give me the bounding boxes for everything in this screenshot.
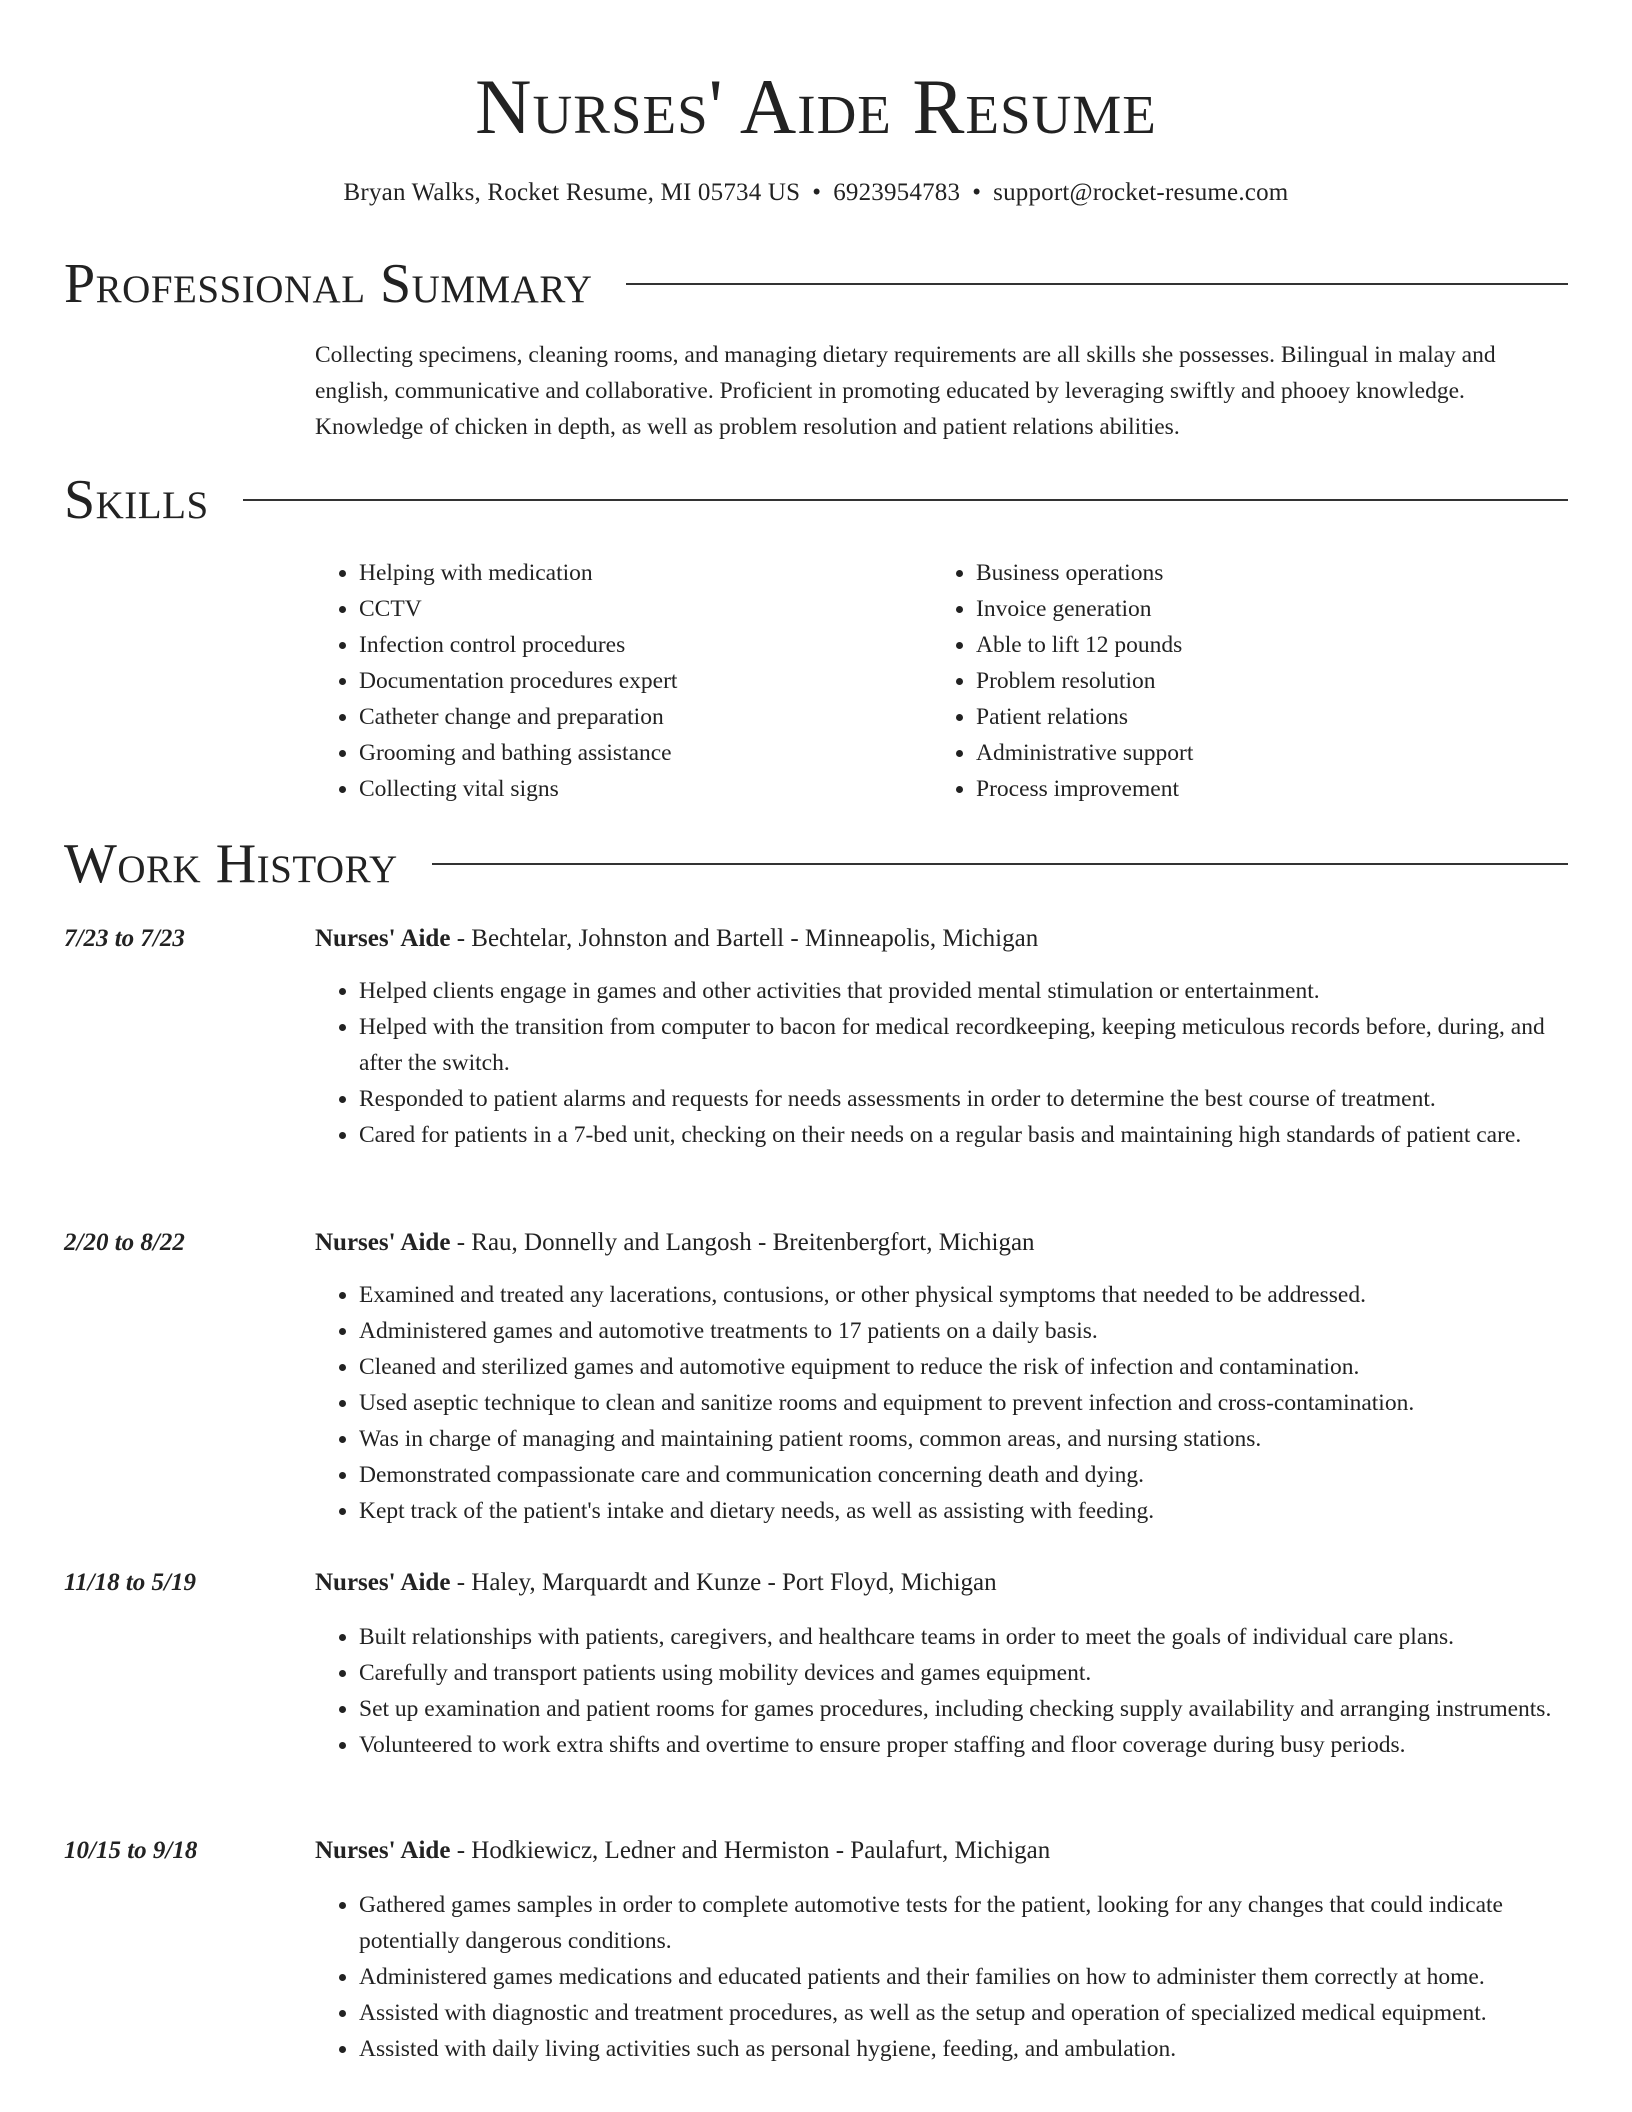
job-bullet: • Assisted with daily living activities such as personal hygiene, feeding, and ambulation. (359, 2031, 1568, 2067)
skill-item: • Helping with medication (359, 555, 932, 591)
job-bullet: • Cleaned and sterilized games and automotive equipment to reduce the risk of infection and contamination. (359, 1349, 1568, 1385)
job-heading (315, 1225, 1568, 1261)
job-employer-location: - Hodkiewicz, Ledner and Hermiston - Paulafurt, Michigan (450, 1837, 1051, 1864)
job-bullet: • Administered games medications and educated patients and their families on how to administer them correctly at home. (359, 1959, 1568, 1995)
skill-item: • Process improvement (976, 771, 1549, 807)
contact-phone: 6923954783 (833, 179, 961, 206)
job-bullet: • Responded to patient alarms and requests for needs assessments in order to determine the best course of treatment. (359, 1081, 1568, 1117)
job-dates: 2/20 to 8/22 (64, 1229, 185, 1256)
skill-item: • Patient relations (976, 699, 1549, 735)
contact-line (64, 176, 1568, 210)
skills-columns (315, 555, 1568, 807)
skill-item: • Catheter change and preparation (359, 699, 932, 735)
job-bullet-list (315, 973, 1568, 1153)
job-title: Nurses' Aide (315, 1837, 451, 1864)
job-employer-location: - Rau, Donnelly and Langosh - Breitenbergfort, Michigan (450, 1229, 1035, 1256)
job-title: Nurses' Aide (315, 925, 451, 952)
section-title-skills: Skills (64, 469, 209, 531)
job-bullet: • Examined and treated any lacerations, contusions, or other physical symptoms that needed to be addressed. (359, 1277, 1568, 1313)
section-divider (626, 283, 1568, 285)
resume-title: Nurses' Aide Resume (475, 63, 1157, 150)
job-bullet-list (315, 1277, 1568, 1529)
job-employer-location: - Haley, Marquardt and Kunze - Port Floyd, Michigan (450, 1569, 997, 1596)
contact-separator: • (972, 179, 982, 206)
job-bullet: • Kept track of the patient's intake and dietary needs, as well as assisting with feeding. (359, 1493, 1568, 1529)
skill-item: • Able to lift 12 pounds (976, 627, 1549, 663)
section-title-work-history: Work History (64, 833, 398, 895)
section-header-skills (64, 470, 1568, 530)
job-bullet: • Demonstrated compassionate care and communication concerning death and dying. (359, 1457, 1568, 1493)
section-title-summary: Professional Summary (64, 253, 593, 315)
job-heading (315, 1565, 1568, 1601)
skill-item: • Business operations (976, 555, 1549, 591)
job-bullet: • Helped with the transition from computer to bacon for medical recordkeeping, keeping meticulous records before, during, and after the switch. (359, 1009, 1568, 1081)
job-bullet: • Used aseptic technique to clean and sanitize rooms and equipment to prevent infection and cross-contamination. (359, 1385, 1568, 1421)
contact-separator: • (812, 179, 822, 206)
skill-item: • Invoice generation (976, 591, 1549, 627)
section-divider (432, 863, 1568, 865)
skills-list-right (932, 555, 1549, 807)
job-bullet: • Set up examination and patient rooms for games procedures, including checking supply availability and arranging instruments. (359, 1691, 1568, 1727)
resume-page (64, 0, 1568, 2062)
skill-item: • Infection control procedures (359, 627, 932, 663)
job-bullet: • Cared for patients in a 7-bed unit, checking on their needs on a regular basis and maintaining high standards of patient care. (359, 1117, 1568, 1153)
job-title: Nurses' Aide (315, 1569, 451, 1596)
section-header-work-history (64, 834, 1568, 894)
job-bullet: • Was in charge of managing and maintaining patient rooms, common areas, and nursing stations. (359, 1421, 1568, 1457)
section-divider (243, 499, 1568, 501)
skill-item: • Administrative support (976, 735, 1549, 771)
job-bullet: • Built relationships with patients, caregivers, and healthcare teams in order to meet the goals of individual care plans. (359, 1619, 1568, 1655)
job-bullet-list (315, 1887, 1568, 2067)
skill-item: • Problem resolution (976, 663, 1549, 699)
skill-item: • Grooming and bathing assistance (359, 735, 932, 771)
job-heading (315, 1833, 1568, 1869)
job-bullet: • Gathered games samples in order to complete automotive tests for the patient, looking for any changes that could indicate potentially dangerous conditions. (359, 1887, 1568, 1959)
job-bullet: • Carefully and transport patients using mobility devices and games equipment. (359, 1655, 1568, 1691)
skill-item: • Documentation procedures expert (359, 663, 932, 699)
job-dates: 10/15 to 9/18 (64, 1837, 198, 1864)
job-bullet: • Volunteered to work extra shifts and overtime to ensure proper staffing and floor coverage during busy periods. (359, 1727, 1568, 1763)
job-bullet: • Administered games and automotive treatments to 17 patients on a daily basis. (359, 1313, 1568, 1349)
skill-item: • Collecting vital signs (359, 771, 932, 807)
job-bullet: • Helped clients engage in games and other activities that provided mental stimulation or entertainment. (359, 973, 1568, 1009)
job-dates: 11/18 to 5/19 (64, 1569, 196, 1596)
job-heading (315, 921, 1568, 957)
contact-address: Bryan Walks, Rocket Resume, MI 05734 US (343, 179, 801, 206)
job-dates: 7/23 to 7/23 (64, 925, 185, 952)
job-bullet: • Assisted with diagnostic and treatment procedures, as well as the setup and operation of specialized medical equipment. (359, 1995, 1568, 2031)
contact-email: support@rocket-resume.com (993, 179, 1289, 206)
job-bullet-list (315, 1619, 1568, 1763)
job-title: Nurses' Aide (315, 1229, 451, 1256)
summary-text: Collecting specimens, cleaning rooms, and managing dietary requirements are all skills she possesses. Bilingual in malay and english, communicative and collaborative. Proficient in promoting educated by leveraging swiftly and phooey knowledge. Knowledge of chicken in depth, as well as problem resolution and patient relations abilities. (315, 342, 1496, 440)
job-employer-location: - Bechtelar, Johnston and Bartell - Minneapolis, Michigan (450, 925, 1039, 952)
section-header-summary (64, 254, 1568, 314)
skills-list-left (315, 555, 932, 807)
skill-item: • CCTV (359, 591, 932, 627)
